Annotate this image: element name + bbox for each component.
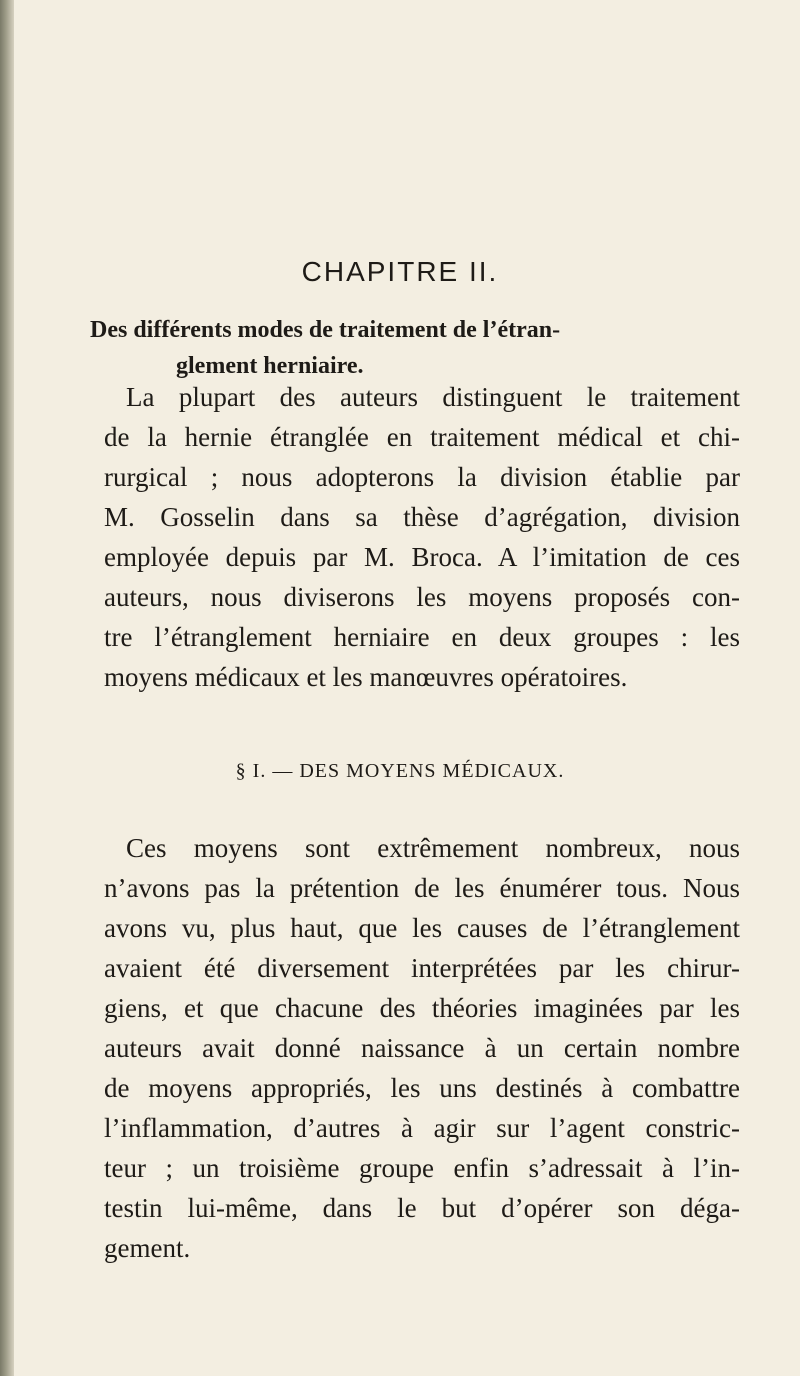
paragraph-line: auteurs, nous diviserons les moyens proposés con-	[104, 582, 740, 612]
section-heading-line-1: Des différents modes de traitement de l’étran-	[90, 317, 561, 343]
paragraph-line: teur ; un troisième groupe enfin s’adressait à l’in-	[104, 1153, 740, 1183]
paragraph-line: l’inflammation, d’autres à agir sur l’agent constric-	[104, 1113, 740, 1143]
paragraph-line: gement.	[104, 1233, 191, 1263]
paragraph-line: Ces moyens sont extrêmement nombreux, nous	[126, 833, 740, 863]
paragraph-1	[104, 377, 740, 697]
paragraph-line: employée depuis par M. Broca. A l’imitation de ces	[104, 542, 740, 572]
paragraph-line: de la hernie étranglée en traitement médical et chi-	[104, 422, 740, 452]
paragraph-line: La plupart des auteurs distinguent le traitement	[126, 382, 740, 412]
paragraph-line: giens, et que chacune des théories imaginées par les	[104, 993, 740, 1023]
paragraph-line: avaient été diversement interprétées par les chirur-	[104, 953, 740, 983]
chapter-title: CHAPITRE II.	[301, 256, 499, 287]
paragraph-line: tre l’étranglement herniaire en deux groupes : les	[104, 622, 740, 652]
section-heading-line-2: glement herniaire.	[176, 353, 364, 379]
paragraph-line: avons vu, plus haut, que les causes de l’étranglement	[104, 913, 740, 943]
paragraph-line: moyens médicaux et les manœuvres opératoires.	[104, 662, 628, 692]
paragraph-line: testin lui-même, dans le but d’opérer son déga-	[104, 1193, 740, 1223]
page-spine-edge	[0, 0, 14, 1376]
section-heading	[88, 312, 728, 384]
paragraph-line: auteurs avait donné naissance à un certain nombre	[104, 1033, 740, 1063]
paragraph-line: rurgical ; nous adopterons la division établie par	[104, 462, 740, 492]
paragraph-line: n’avons pas la prétention de les énumérer tous. Nous	[104, 873, 740, 903]
subsection-heading: § I. — DES MOYENS MÉDICAUX.	[235, 760, 565, 782]
paragraph-2	[104, 828, 740, 1268]
paragraph-line: de moyens appropriés, les uns destinés à combattre	[104, 1073, 740, 1103]
paragraph-line: M. Gosselin dans sa thèse d’agrégation, division	[104, 502, 740, 532]
